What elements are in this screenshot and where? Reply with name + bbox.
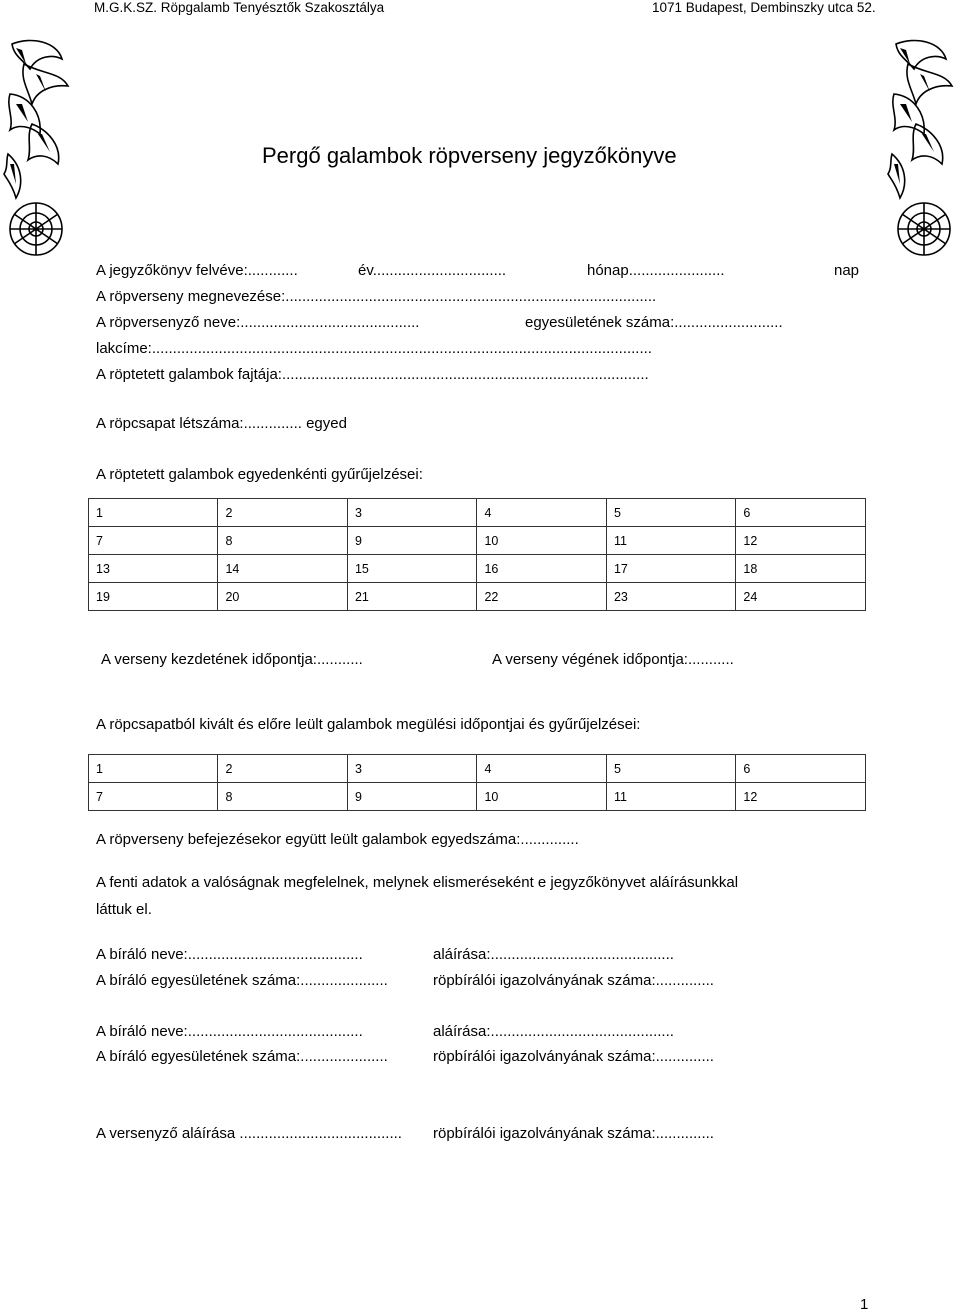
statement-line-1: A fenti adatok a valóságnak megfelelnek, melynek elismeréseként e jegyzőkönyvet aláírásunkkal (96, 874, 739, 891)
rings-label: A röptetett galambok egyedenkénti gyűrűjelzései: (96, 466, 423, 483)
table-cell[interactable]: 24 (736, 583, 866, 611)
judge2-name: A bíráló neve:.......................................... (96, 1023, 363, 1040)
table-cell[interactable]: 9 (347, 783, 476, 811)
header-address: 1071 Budapest, Dembinszky utca 52. (652, 0, 876, 15)
table-cell[interactable]: 9 (347, 527, 476, 555)
table-cell[interactable]: 19 (89, 583, 218, 611)
table-cell[interactable]: 11 (606, 783, 735, 811)
table-cell[interactable]: 20 (218, 583, 347, 611)
table-cell[interactable]: 5 (606, 499, 735, 527)
address-line: lakcíme:........................................................................................................................ (96, 340, 652, 357)
table-cell[interactable]: 12 (736, 783, 866, 811)
table-cell[interactable]: 15 (347, 555, 476, 583)
table-cell[interactable]: 7 (89, 527, 218, 555)
competitor-license: röpbírálói igazolványának száma:.............. (433, 1125, 714, 1142)
table-row (89, 555, 866, 583)
day-field: nap (834, 262, 860, 279)
judge1-club: A bíráló egyesületének száma:..................... (96, 972, 388, 989)
table-cell[interactable]: 6 (736, 499, 866, 527)
table-cell[interactable]: 6 (736, 755, 866, 783)
table-cell[interactable]: 5 (606, 755, 735, 783)
record-date-line (96, 262, 298, 279)
record-date-label: A jegyzőkönyv felvéve:............ (96, 262, 298, 279)
table-cell[interactable]: 23 (606, 583, 735, 611)
ornament-right-icon (886, 34, 958, 264)
judge1-license: röpbírálói igazolványának száma:.............. (433, 972, 714, 989)
table-cell[interactable]: 8 (218, 783, 347, 811)
start-time-line: A verseny kezdetének időpontja:........... (101, 651, 363, 668)
competitor-name-line: A röpversenyző neve:........................................... (96, 314, 420, 331)
table-row (89, 783, 866, 811)
flock-size-line: A röpcsapat létszáma:.............. egyed (96, 415, 347, 432)
judge1-signature: aláírása:............................................ (433, 946, 674, 963)
table-cell[interactable]: 2 (218, 755, 347, 783)
table-row (89, 499, 866, 527)
table-cell[interactable]: 7 (89, 783, 218, 811)
year-field: év................................ (358, 262, 507, 279)
breed-line: A röptetett galambok fajtája:........................................................................................ (96, 366, 649, 383)
table-cell[interactable]: 3 (347, 499, 476, 527)
page-title: Pergő galambok röpverseny jegyzőkönyve (262, 143, 677, 168)
table-cell[interactable]: 4 (477, 499, 606, 527)
table-cell[interactable]: 21 (347, 583, 476, 611)
table-cell[interactable]: 10 (477, 527, 606, 555)
page-number: 1 (860, 1296, 869, 1313)
table-cell[interactable]: 3 (347, 755, 476, 783)
table-cell[interactable]: 11 (606, 527, 735, 555)
table-row (89, 527, 866, 555)
statement-line-2: láttuk el. (96, 901, 152, 918)
table-cell[interactable]: 18 (736, 555, 866, 583)
month-field: hónap....................... (587, 262, 725, 279)
table-cell[interactable]: 1 (89, 755, 218, 783)
table-row (89, 755, 866, 783)
table-cell[interactable]: 8 (218, 527, 347, 555)
table-cell[interactable]: 10 (477, 783, 606, 811)
table-cell[interactable]: 14 (218, 555, 347, 583)
judge1-name: A bíráló neve:.......................................... (96, 946, 363, 963)
table-cell[interactable]: 13 (89, 555, 218, 583)
competition-name-line: A röpverseny megnevezése:......................................................................................... (96, 288, 657, 305)
judge2-license: röpbírálói igazolványának száma:.............. (433, 1048, 714, 1065)
table-cell[interactable]: 12 (736, 527, 866, 555)
table-cell[interactable]: 4 (477, 755, 606, 783)
landed-table (88, 754, 866, 811)
table-cell[interactable]: 22 (477, 583, 606, 611)
end-time-line: A verseny végének időpontja:........... (492, 651, 734, 668)
final-count-line: A röpverseny befejezésekor együtt leült galambok egyedszáma:.............. (96, 831, 579, 848)
rings-table (88, 498, 866, 611)
club-number-field: egyesületének száma:.......................... (525, 314, 783, 331)
table-cell[interactable]: 1 (89, 499, 218, 527)
competitor-signature: A versenyző aláírása ....................................... (96, 1125, 402, 1142)
judge2-club: A bíráló egyesületének száma:..................... (96, 1048, 388, 1065)
table-cell[interactable]: 2 (218, 499, 347, 527)
header-organization: M.G.K.SZ. Röpgalamb Tenyésztők Szakosztálya (94, 0, 385, 15)
table-row (89, 583, 866, 611)
judge2-signature: aláírása:............................................ (433, 1023, 674, 1040)
ornament-left-icon (2, 34, 74, 264)
landed-label: A röpcsapatból kivált és előre leült galambok megülési időpontjai és gyűrűjelzései: (96, 716, 641, 733)
table-cell[interactable]: 16 (477, 555, 606, 583)
table-cell[interactable]: 17 (606, 555, 735, 583)
